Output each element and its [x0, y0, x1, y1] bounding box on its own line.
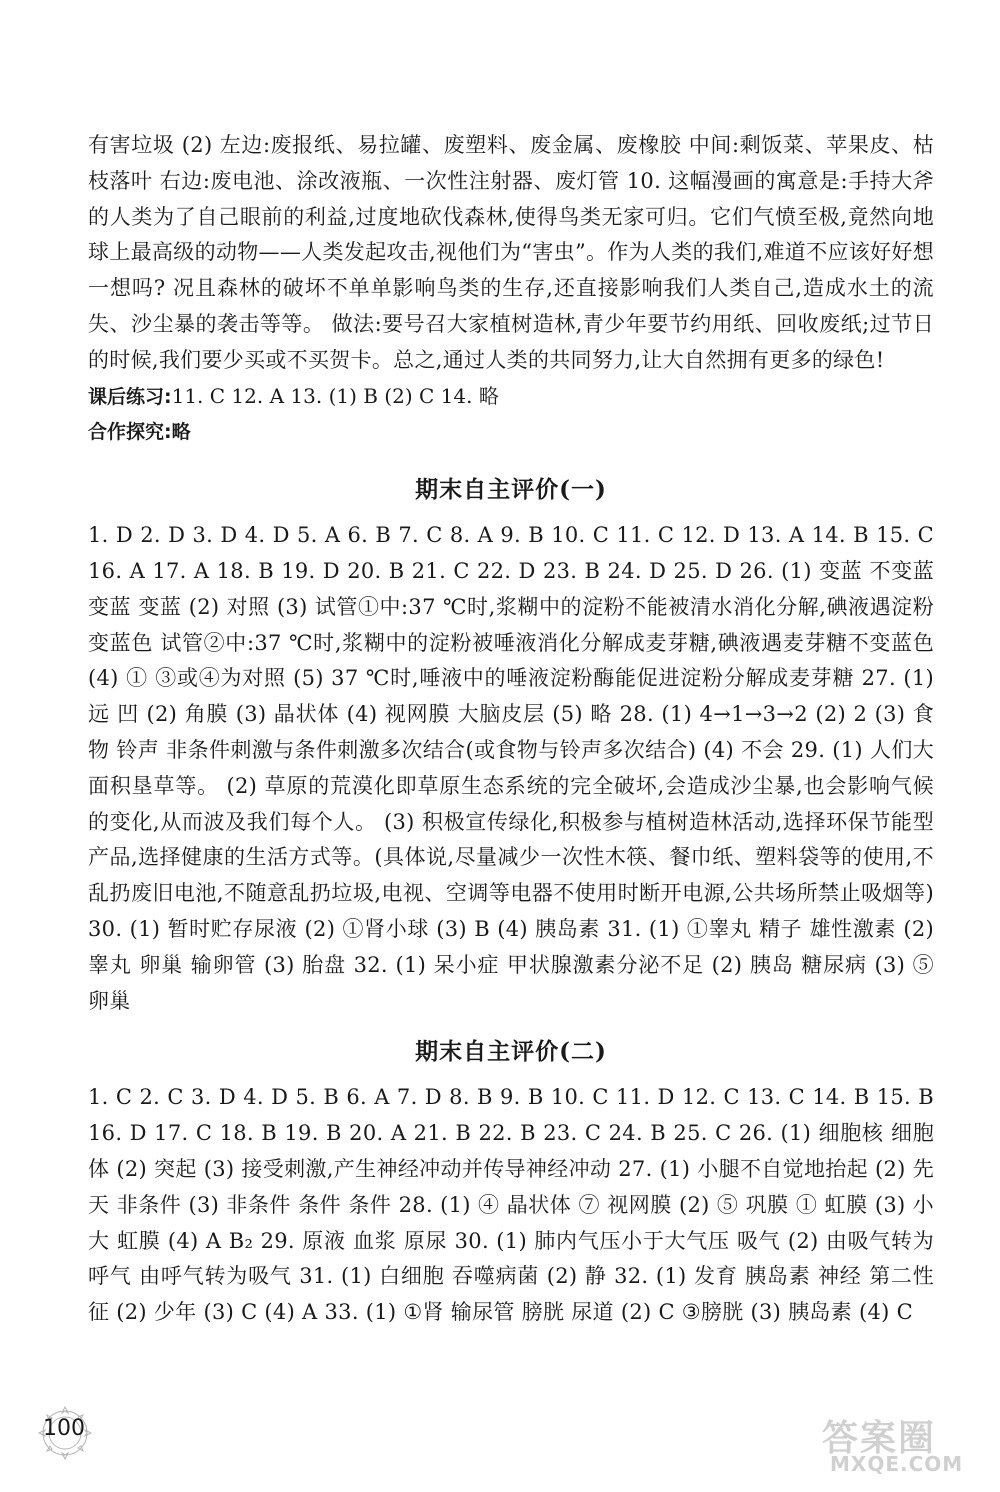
watermark-url: MXQE.COM: [830, 1452, 964, 1476]
page-number-badge: [35, 1403, 95, 1463]
cooperation-answer: 略: [171, 421, 191, 444]
intro-paragraph: 有害垃圾 (2) 左边:废报纸、易拉罐、废塑料、废金属、废橡胶 中间:剩饭菜、苹果皮、枯枝落叶 右边:废电池、涂改液瓶、一次性注射器、废灯管 10. 这幅漫画的寓意是:手持大斧的人类为了自己眼前的利益,过度地砍伐森林,使得鸟类无家可归。它们气愤至极,竟然向地球上最高级的动物——人类发起攻击,视他们为“害虫”。作为人类的我们,难道不应该好好想一想吗? 况且森林的破坏不单单影响鸟类的生存,还直接影响我们人类自己,造成水土的流失、沙尘暴的袭击等等。 做法:要号召大家植树造林,青少年要节约用纸、回收废纸;过节日的时候,我们要少买或不买贺卡。总之,通过人类的共同努力,让大自然拥有更多的绿色!: [88, 133, 934, 372]
after-class-line: [88, 379, 934, 416]
cooperation-label: 合作探究:: [88, 421, 172, 444]
watermark-logo: [818, 1410, 986, 1482]
section2-answers: 1. C 2. C 3. D 4. D 5. B 6. A 7. D 8. B 9. B 10. C 11. D 12. C 13. C 14. B 15. B 16. D 17. C 18. B 19. B 20. A 21. B 22. B 23. C 24. B 25. C 26. (1) 细胞核 细胞体 (2) 突起 (3) 接受刺激,产生神经冲动并传导神经冲动 27. (1) 小腿不自觉地抬起 (2) 先天 非条件 (3) 非条件 条件 条件 28. (1) ④ 晶状体 ⑦ 视网膜 (2) ⑤ 巩膜 ① 虹膜 (3) 小 大 虹膜 (4) A B₂ 29. 原液 血浆 原尿 30. (1) 肺内气压小于大气压 吸气 (2) 由吸气转为呼气 由呼气转为吸气 31. (1) 白细胞 吞噬病菌 (2) 静 32. (1) 发育 胰岛素 神经 第二性征 (2) 少年 (3) C (4) A 33. (1) ①肾 输尿管 膀胱 尿道 (2) C ③膀胱 (3) 胰岛素 (4) C: [88, 1085, 934, 1325]
section1-title: 期末自主评价(一): [415, 476, 607, 504]
page-number: 100: [43, 1416, 85, 1441]
answer-page: [88, 128, 934, 1331]
watermark-text: 答案圈: [822, 1418, 937, 1459]
cooperation-line: [88, 415, 934, 451]
section1-answers: 1. D 2. D 3. D 4. D 5. A 6. B 7. C 8. A 9. B 10. C 11. C 12. D 13. A 14. B 15. C 16. A 17. A 18. B 19. D 20. B 21. C 22. D 23. B 24. D 25. D 26. (1) 变蓝 不变蓝 变蓝 变蓝 (2) 对照 (3) 试管①中:37 ℃时,浆糊中的淀粉不能被清水消化分解,碘液遇淀粉变蓝色 试管②中:37 ℃时,浆糊中的淀粉被唾液消化分解成麦芽糖,碘液遇麦芽糖不变蓝色 (4) ① ③或④为对照 (5) 37 ℃时,唾液中的唾液淀粉酶能促进淀粉分解成麦芽糖 27. (1) 远 凹 (2) 角膜 (3) 晶状体 (4) 视网膜 大脑皮层 (5) 略 28. (1) 4→1→3→2 (2) 2 (3) 食物 铃声 非条件刺激与条件刺激多次结合(或食物与铃声多次结合) (4) 不会 29. (1) 人们大面积垦草等。 (2) 草原的荒漠化即草原生态系统的完全破坏,会造成沙尘暴,也会影响气候的变化,从而波及我们每个人。 (3) 积极宣传绿化,积极参与植树造林活动,选择环保节能型产品,选择健康的生活方式等。(具体说,尽量减少一次性木筷、餐巾纸、塑料袋等的使用,不乱扔废旧电池,不随意乱扔垃圾,电视、空调等电器不使用时断开电源,公共场所禁止吸烟等) 30. (1) 暂时贮存尿液 (2) ①肾小球 (3) B (4) 胰岛素 31. (1) ①睾丸 精子 雄性激素 (2) 睾丸 卵巢 输卵管 (3) 胎盘 32. (1) 呆小症 甲状腺激素分泌不足 (2) 胰岛 糖尿病 (3) ⑤ 卵巢: [88, 523, 934, 1013]
after-class-label: 课后练习:: [88, 385, 172, 408]
section2-title: 期末自主评价(二): [415, 1038, 607, 1066]
after-class-answers: 11. C 12. A 13. (1) B (2) C 14. 略: [171, 383, 499, 408]
